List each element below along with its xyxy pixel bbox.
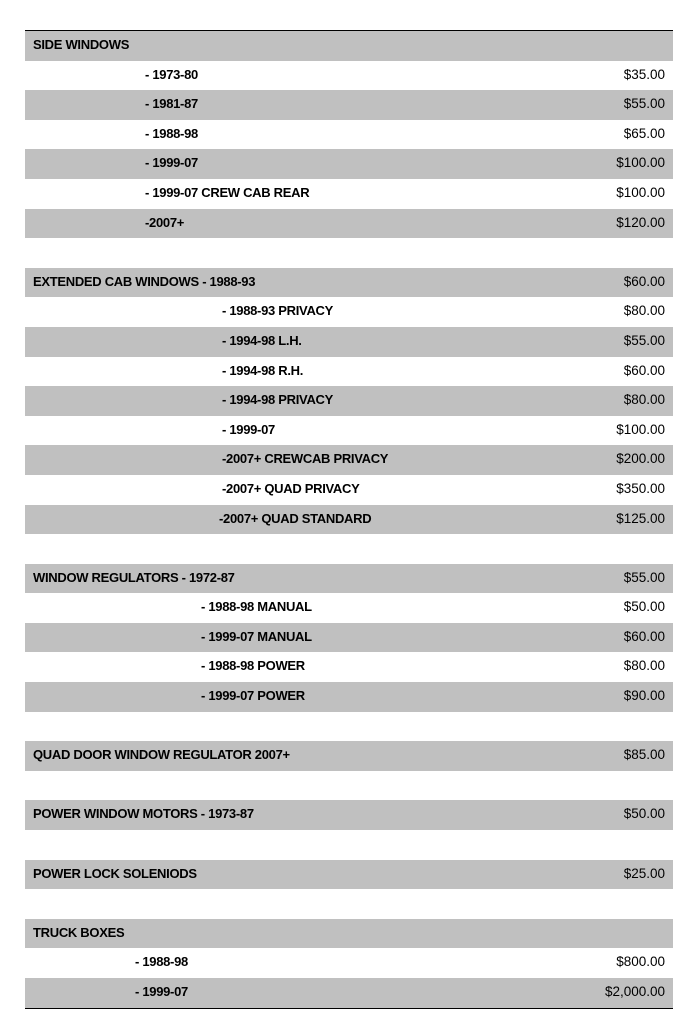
item-label: SIDE WINDOWS bbox=[33, 37, 130, 52]
price-row bbox=[25, 61, 673, 91]
item-label: - 1988-98 POWER bbox=[201, 658, 305, 674]
item-price: $800.00 bbox=[616, 954, 665, 970]
item-label: - 1981-87 bbox=[145, 96, 198, 112]
item-price: $85.00 bbox=[623, 747, 665, 763]
item-price: $65.00 bbox=[623, 125, 665, 141]
price-row bbox=[25, 741, 673, 771]
item-label: WINDOW REGULATORS - 1972-87 bbox=[33, 569, 235, 585]
item-label: -2007+ QUAD PRIVACY bbox=[222, 480, 360, 496]
price-row bbox=[25, 623, 673, 653]
item-label: - 1999-07 bbox=[135, 984, 188, 999]
item-label: -2007+ QUAD STANDARD bbox=[219, 510, 372, 526]
item-price: $80.00 bbox=[623, 303, 665, 319]
item-label: - 1999-07 MANUAL bbox=[201, 628, 312, 644]
price-row bbox=[25, 297, 673, 327]
price-row bbox=[25, 445, 673, 475]
price-row bbox=[25, 652, 673, 682]
item-label: EXTENDED CAB WINDOWS - 1988-93 bbox=[33, 273, 256, 289]
price-row bbox=[25, 800, 673, 830]
price-row bbox=[25, 90, 673, 120]
item-label: POWER WINDOW MOTORS - 1973-87 bbox=[33, 806, 254, 822]
price-row bbox=[25, 179, 673, 209]
item-price: $50.00 bbox=[623, 599, 665, 615]
item-price: $50.00 bbox=[623, 806, 665, 822]
price-row bbox=[25, 505, 673, 535]
price-row bbox=[25, 31, 673, 61]
item-price: $80.00 bbox=[623, 392, 665, 408]
price-row bbox=[25, 209, 673, 239]
item-price: $125.00 bbox=[616, 510, 665, 526]
item-label: - 1994-98 L.H. bbox=[222, 332, 302, 348]
price-row bbox=[25, 357, 673, 387]
spacer-row bbox=[25, 712, 673, 742]
price-list-table bbox=[25, 30, 673, 1009]
item-price: $90.00 bbox=[623, 688, 665, 704]
spacer-row bbox=[25, 238, 673, 268]
item-label: TRUCK BOXES bbox=[33, 924, 125, 940]
price-row bbox=[25, 416, 673, 446]
item-price: $200.00 bbox=[616, 451, 665, 467]
item-price: $100.00 bbox=[616, 155, 665, 171]
item-label: - 1999-07 bbox=[222, 421, 275, 437]
item-label: - 1999-07 bbox=[145, 155, 198, 171]
price-row bbox=[25, 475, 673, 505]
item-price: $55.00 bbox=[623, 332, 665, 348]
item-price: $60.00 bbox=[623, 273, 665, 289]
price-row bbox=[25, 978, 673, 1008]
item-label: -2007+ bbox=[145, 214, 185, 230]
item-label: - 1999-07 CREW CAB REAR bbox=[145, 184, 310, 200]
item-label: QUAD DOOR WINDOW REGULATOR 2007+ bbox=[33, 747, 290, 763]
item-price: $60.00 bbox=[623, 362, 665, 378]
spacer-row bbox=[25, 830, 673, 860]
item-price: $35.00 bbox=[623, 66, 665, 82]
price-row bbox=[25, 682, 673, 712]
item-label: - 1988-93 PRIVACY bbox=[222, 303, 333, 319]
item-price: $80.00 bbox=[623, 658, 665, 674]
item-label: - 1988-98 bbox=[145, 125, 198, 141]
price-row bbox=[25, 593, 673, 623]
price-row bbox=[25, 327, 673, 357]
spacer-row bbox=[25, 534, 673, 564]
item-price: $120.00 bbox=[616, 214, 665, 230]
item-price: $25.00 bbox=[623, 865, 665, 881]
item-label: -2007+ CREWCAB PRIVACY bbox=[222, 451, 389, 467]
item-price: $350.00 bbox=[616, 480, 665, 496]
spacer-row bbox=[25, 771, 673, 801]
price-row bbox=[25, 386, 673, 416]
item-price: $60.00 bbox=[623, 628, 665, 644]
item-label: - 1999-07 POWER bbox=[201, 688, 305, 704]
item-price: $100.00 bbox=[616, 184, 665, 200]
item-price: $2,000.00 bbox=[604, 984, 665, 999]
item-price: $55.00 bbox=[623, 96, 665, 112]
price-row bbox=[25, 564, 673, 594]
price-row bbox=[25, 860, 673, 890]
item-label: - 1988-98 bbox=[135, 954, 188, 970]
item-label: - 1994-98 PRIVACY bbox=[222, 392, 333, 408]
item-label: POWER LOCK SOLENIODS bbox=[33, 865, 197, 881]
item-price: $55.00 bbox=[623, 569, 665, 585]
item-label: - 1973-80 bbox=[145, 66, 198, 82]
price-row bbox=[25, 948, 673, 978]
spacer-row bbox=[25, 889, 673, 919]
price-row bbox=[25, 919, 673, 949]
item-price: $100.00 bbox=[616, 421, 665, 437]
item-label: - 1988-98 MANUAL bbox=[201, 599, 312, 615]
item-label: - 1994-98 R.H. bbox=[222, 362, 304, 378]
price-row bbox=[25, 268, 673, 298]
price-row bbox=[25, 120, 673, 150]
price-row bbox=[25, 149, 673, 179]
